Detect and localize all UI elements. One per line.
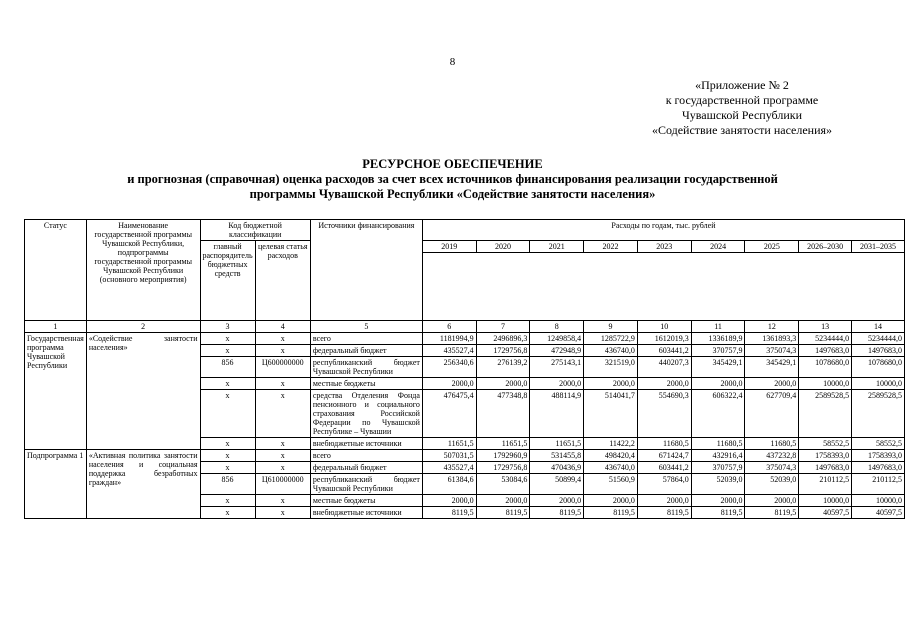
row-value: 1361893,3 bbox=[745, 333, 799, 345]
row-value: 1758393,0 bbox=[852, 450, 905, 462]
row-value: 2589528,5 bbox=[852, 390, 905, 438]
row-value: 2000,0 bbox=[476, 495, 530, 507]
row-value: 2000,0 bbox=[530, 495, 584, 507]
row-value: 435527,4 bbox=[422, 462, 476, 474]
row-value: 8119,5 bbox=[637, 507, 691, 519]
row-value: 606322,4 bbox=[691, 390, 745, 438]
year-cell: 2021 bbox=[530, 241, 584, 253]
row-value: 1285722,9 bbox=[584, 333, 638, 345]
row-main-manager: x bbox=[200, 378, 255, 390]
row-value: 256340,6 bbox=[422, 357, 476, 378]
row-value: 2000,0 bbox=[691, 495, 745, 507]
row-value: 1181994,9 bbox=[422, 333, 476, 345]
row-source: федеральный бюджет bbox=[310, 462, 422, 474]
row-program-name: «Активная политика занятости населения и социальная поддержка безработных граждан» bbox=[86, 450, 200, 519]
row-value: 8119,5 bbox=[422, 507, 476, 519]
appendix-line: «Приложение № 2 bbox=[695, 78, 789, 92]
row-value: 1792960,9 bbox=[476, 450, 530, 462]
row-value: 2000,0 bbox=[637, 495, 691, 507]
column-number: 9 bbox=[584, 321, 638, 333]
row-value: 671424,7 bbox=[637, 450, 691, 462]
row-value: 488114,9 bbox=[530, 390, 584, 438]
row-value: 1249858,4 bbox=[530, 333, 584, 345]
title-line-2: и прогнозная (справочная) оценка расходов за счет всех источников финансирования реализации государственной bbox=[127, 172, 778, 186]
row-value: 432916,4 bbox=[691, 450, 745, 462]
row-value: 470436,9 bbox=[530, 462, 584, 474]
row-value: 5234444,0 bbox=[852, 333, 905, 345]
row-main-manager: 856 bbox=[200, 357, 255, 378]
row-value: 2000,0 bbox=[584, 378, 638, 390]
year-cell: 2026–2030 bbox=[799, 241, 852, 253]
row-value: 10000,0 bbox=[799, 495, 852, 507]
column-number: 5 bbox=[310, 321, 422, 333]
row-value: 2000,0 bbox=[530, 378, 584, 390]
appendix-line: «Содействие занятости населения» bbox=[651, 123, 833, 137]
row-value: 2000,0 bbox=[422, 495, 476, 507]
header-main-manager: главный распорядитель бюджетных средств bbox=[200, 241, 255, 321]
row-status: Государственная программа Чувашской Республики bbox=[25, 333, 87, 450]
years-spacer bbox=[422, 253, 904, 321]
row-value: 603441,2 bbox=[637, 345, 691, 357]
row-value: 2000,0 bbox=[745, 378, 799, 390]
row-value: 1336189,9 bbox=[691, 333, 745, 345]
header-row bbox=[25, 220, 905, 241]
column-number: 11 bbox=[691, 321, 745, 333]
column-number: 4 bbox=[255, 321, 310, 333]
row-value: 52039,0 bbox=[691, 474, 745, 495]
appendix-block bbox=[612, 78, 872, 138]
row-value: 8119,5 bbox=[745, 507, 799, 519]
row-value: 436740,0 bbox=[584, 345, 638, 357]
row-value: 50899,4 bbox=[530, 474, 584, 495]
header-target-article: целевая статья расходов bbox=[255, 241, 310, 321]
header-name: Наименование государственной программы Чувашской Республики, подпрограммы государственной программы Чувашской Республики (основного мероприятия) bbox=[86, 220, 200, 321]
header-status: Статус bbox=[25, 220, 87, 321]
row-main-manager: x bbox=[200, 345, 255, 357]
row-source: внебюджетные источники bbox=[310, 507, 422, 519]
row-value: 210112,5 bbox=[852, 474, 905, 495]
row-value: 52039,0 bbox=[745, 474, 799, 495]
header-budget-code: Код бюджетной классификации bbox=[200, 220, 310, 241]
column-number: 3 bbox=[200, 321, 255, 333]
row-main-manager: x bbox=[200, 450, 255, 462]
row-value: 1612019,3 bbox=[637, 333, 691, 345]
year-cell: 2031–2035 bbox=[852, 241, 905, 253]
row-value: 1497683,0 bbox=[852, 345, 905, 357]
row-value: 472948,9 bbox=[530, 345, 584, 357]
appendix-line: к государственной программе bbox=[665, 93, 819, 107]
row-value: 370757,9 bbox=[691, 345, 745, 357]
row-value: 10000,0 bbox=[852, 378, 905, 390]
row-value: 275143,1 bbox=[530, 357, 584, 378]
row-target-article: x bbox=[255, 507, 310, 519]
row-value: 345429,1 bbox=[691, 357, 745, 378]
row-source: местные бюджеты bbox=[310, 378, 422, 390]
row-value: 554690,3 bbox=[637, 390, 691, 438]
column-number-row bbox=[25, 321, 905, 333]
row-target-article: x bbox=[255, 438, 310, 450]
row-value: 321519,0 bbox=[584, 357, 638, 378]
column-number: 8 bbox=[530, 321, 584, 333]
row-main-manager: x bbox=[200, 438, 255, 450]
row-value: 2496896,3 bbox=[476, 333, 530, 345]
row-value: 2000,0 bbox=[584, 495, 638, 507]
row-main-manager: 856 bbox=[200, 474, 255, 495]
row-value: 11422,2 bbox=[584, 438, 638, 450]
row-main-manager: x bbox=[200, 507, 255, 519]
row-value: 435527,4 bbox=[422, 345, 476, 357]
table-row bbox=[25, 333, 905, 345]
row-value: 531455,8 bbox=[530, 450, 584, 462]
row-source: республиканский бюджет Чувашской Республики bbox=[310, 357, 422, 378]
row-value: 8119,5 bbox=[530, 507, 584, 519]
row-value: 477348,8 bbox=[476, 390, 530, 438]
row-value: 210112,5 bbox=[799, 474, 852, 495]
row-value: 51560,9 bbox=[584, 474, 638, 495]
row-value: 345429,1 bbox=[745, 357, 799, 378]
row-main-manager: x bbox=[200, 333, 255, 345]
row-value: 10000,0 bbox=[852, 495, 905, 507]
row-target-article: x bbox=[255, 495, 310, 507]
row-value: 11680,5 bbox=[691, 438, 745, 450]
year-cell: 2022 bbox=[584, 241, 638, 253]
row-value: 1497683,0 bbox=[852, 462, 905, 474]
row-value: 8119,5 bbox=[476, 507, 530, 519]
row-value: 440207,3 bbox=[637, 357, 691, 378]
row-value: 58552,5 bbox=[799, 438, 852, 450]
column-number: 13 bbox=[799, 321, 852, 333]
row-value: 603441,2 bbox=[637, 462, 691, 474]
row-value: 2000,0 bbox=[422, 378, 476, 390]
row-source: республиканский бюджет Чувашской Республики bbox=[310, 474, 422, 495]
year-cell: 2023 bbox=[637, 241, 691, 253]
row-target-article: Ц610000000 bbox=[255, 474, 310, 495]
row-value: 2000,0 bbox=[637, 378, 691, 390]
year-cell: 2020 bbox=[476, 241, 530, 253]
row-value: 1729756,8 bbox=[476, 345, 530, 357]
row-value: 2000,0 bbox=[745, 495, 799, 507]
row-value: 11680,5 bbox=[745, 438, 799, 450]
row-main-manager: x bbox=[200, 462, 255, 474]
row-value: 11651,5 bbox=[530, 438, 584, 450]
row-value: 276139,2 bbox=[476, 357, 530, 378]
column-number: 6 bbox=[422, 321, 476, 333]
row-value: 58552,5 bbox=[852, 438, 905, 450]
row-value: 1758393,0 bbox=[799, 450, 852, 462]
column-number: 7 bbox=[476, 321, 530, 333]
row-value: 375074,3 bbox=[745, 345, 799, 357]
column-number: 2 bbox=[86, 321, 200, 333]
row-value: 498420,4 bbox=[584, 450, 638, 462]
row-value: 437232,8 bbox=[745, 450, 799, 462]
row-value: 507031,5 bbox=[422, 450, 476, 462]
row-source: федеральный бюджет bbox=[310, 345, 422, 357]
row-target-article: x bbox=[255, 462, 310, 474]
row-value: 11680,5 bbox=[637, 438, 691, 450]
row-program-name: «Содействие занятости населения» bbox=[86, 333, 200, 450]
document-title bbox=[0, 157, 905, 202]
column-number: 1 bbox=[25, 321, 87, 333]
row-value: 40597,5 bbox=[799, 507, 852, 519]
row-value: 8119,5 bbox=[584, 507, 638, 519]
row-value: 2589528,5 bbox=[799, 390, 852, 438]
row-value: 1729756,8 bbox=[476, 462, 530, 474]
row-value: 53084,6 bbox=[476, 474, 530, 495]
row-status: Подпрограмма 1 bbox=[25, 450, 87, 519]
row-value: 61384,6 bbox=[422, 474, 476, 495]
row-value: 8119,5 bbox=[691, 507, 745, 519]
row-target-article: x bbox=[255, 390, 310, 438]
year-cell: 2019 bbox=[422, 241, 476, 253]
row-value: 2000,0 bbox=[691, 378, 745, 390]
row-target-article: x bbox=[255, 333, 310, 345]
row-value: 375074,3 bbox=[745, 462, 799, 474]
row-value: 11651,5 bbox=[476, 438, 530, 450]
row-target-article: x bbox=[255, 378, 310, 390]
row-value: 10000,0 bbox=[799, 378, 852, 390]
row-value: 40597,5 bbox=[852, 507, 905, 519]
row-value: 57864,0 bbox=[637, 474, 691, 495]
row-value: 476475,4 bbox=[422, 390, 476, 438]
row-value: 370757,9 bbox=[691, 462, 745, 474]
column-number: 10 bbox=[637, 321, 691, 333]
row-main-manager: x bbox=[200, 495, 255, 507]
row-value: 11651,5 bbox=[422, 438, 476, 450]
row-value: 514041,7 bbox=[584, 390, 638, 438]
column-number: 12 bbox=[745, 321, 799, 333]
row-source: местные бюджеты bbox=[310, 495, 422, 507]
title-line-1: РЕСУРСНОЕ ОБЕСПЕЧЕНИЕ bbox=[362, 157, 543, 171]
row-source: средства Отделения Фонда пенсионного и социального страхования Российской Федерации по Чувашской Республике – Чувашии bbox=[310, 390, 422, 438]
column-number: 14 bbox=[852, 321, 905, 333]
row-value: 627709,4 bbox=[745, 390, 799, 438]
row-value: 5234444,0 bbox=[799, 333, 852, 345]
appendix-line: Чувашской Республики bbox=[681, 108, 803, 122]
row-value: 2000,0 bbox=[476, 378, 530, 390]
row-source: всего bbox=[310, 450, 422, 462]
title-line-3: программы Чувашской Республики «Содействие занятости населения» bbox=[249, 187, 656, 201]
row-target-article: Ц600000000 bbox=[255, 357, 310, 378]
row-target-article: x bbox=[255, 345, 310, 357]
year-cell: 2024 bbox=[691, 241, 745, 253]
row-source: всего bbox=[310, 333, 422, 345]
row-value: 436740,0 bbox=[584, 462, 638, 474]
year-cell: 2025 bbox=[745, 241, 799, 253]
row-value: 1078680,0 bbox=[852, 357, 905, 378]
table-row bbox=[25, 450, 905, 462]
page-number: 8 bbox=[449, 56, 456, 68]
row-value: 1497683,0 bbox=[799, 345, 852, 357]
header-expenses: Расходы по годам, тыс. рублей bbox=[422, 220, 904, 241]
resource-table bbox=[24, 219, 905, 519]
row-target-article: x bbox=[255, 450, 310, 462]
header-sources: Источники финансирования bbox=[310, 220, 422, 321]
row-value: 1078680,0 bbox=[799, 357, 852, 378]
row-main-manager: x bbox=[200, 390, 255, 438]
row-value: 1497683,0 bbox=[799, 462, 852, 474]
row-source: внебюджетные источники bbox=[310, 438, 422, 450]
